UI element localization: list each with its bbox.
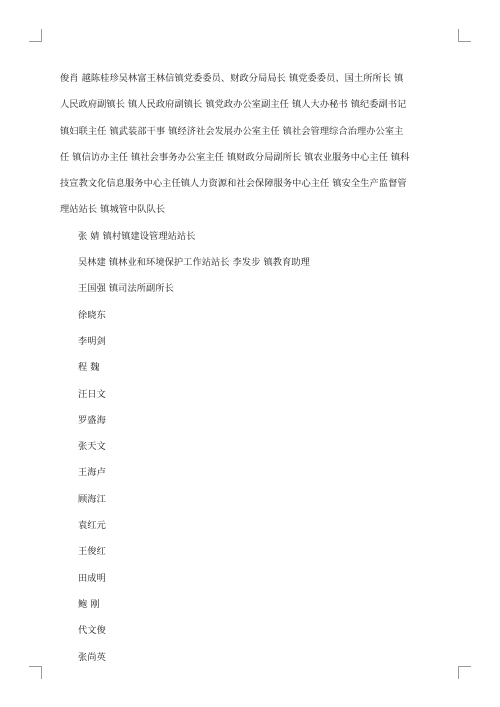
list-item: 张天文 [78, 441, 106, 453]
paragraph-line: 理站站长 镇城管中队队长 [60, 204, 166, 216]
document-body [60, 66, 440, 671]
list-item: 袁红元 [78, 520, 106, 532]
list-item: 王俊红 [78, 546, 106, 558]
crop-mark-top-left [29, 29, 42, 42]
list-item: 代文俊 [78, 625, 106, 637]
paragraph-line: 俊肖 越陈桂珍吴林富王林信镇党委委员、财政分局局长 镇党委委员、国土所所长 镇 [60, 73, 404, 84]
paragraph-line: 技宣教文化信息服务中心主任镇人力资源和社会保障服务中心主任 镇安全生产监督管 [60, 178, 407, 190]
list-item: 罗盛海 [78, 414, 106, 426]
list-item: 吴林建 镇林业和环境保护工作站站长 李发步 镇教育助理 [78, 257, 310, 269]
paragraph-line: 任 镇信访办主任 镇社会事务办公室主任 镇财政分局副所长 镇农业服务中心主任 镇科 [60, 151, 410, 163]
list-item: 李明剑 [78, 335, 106, 347]
list-item: 汪日文 [78, 388, 106, 400]
paragraph-line: 镇妇联主任 镇武装部干事 镇经济社会发展办公室主任 镇社会管理综合治理办公室主 [60, 125, 404, 137]
list-item: 程 魏 [78, 362, 100, 374]
list-item: 田成明 [78, 572, 106, 584]
paragraph-line: 人民政府副镇长 镇人民政府副镇长 镇党政办公室副主任 镇人大办秘书 镇纪委副书记 [60, 99, 407, 111]
crop-mark-bottom-right [458, 666, 471, 679]
crop-mark-bottom-left [29, 666, 42, 679]
crop-mark-top-right [458, 29, 471, 42]
list-item: 顾海江 [78, 493, 106, 505]
list-item: 张尚英 [78, 651, 106, 663]
list-item: 徐晓东 [78, 309, 106, 321]
list-item: 张 婧 镇村镇建设管理站站长 [78, 230, 196, 242]
list-item: 王国强 镇司法所副所长 [78, 283, 174, 295]
list-item: 鲍 刚 [78, 598, 100, 610]
list-item: 王海卢 [78, 467, 106, 479]
